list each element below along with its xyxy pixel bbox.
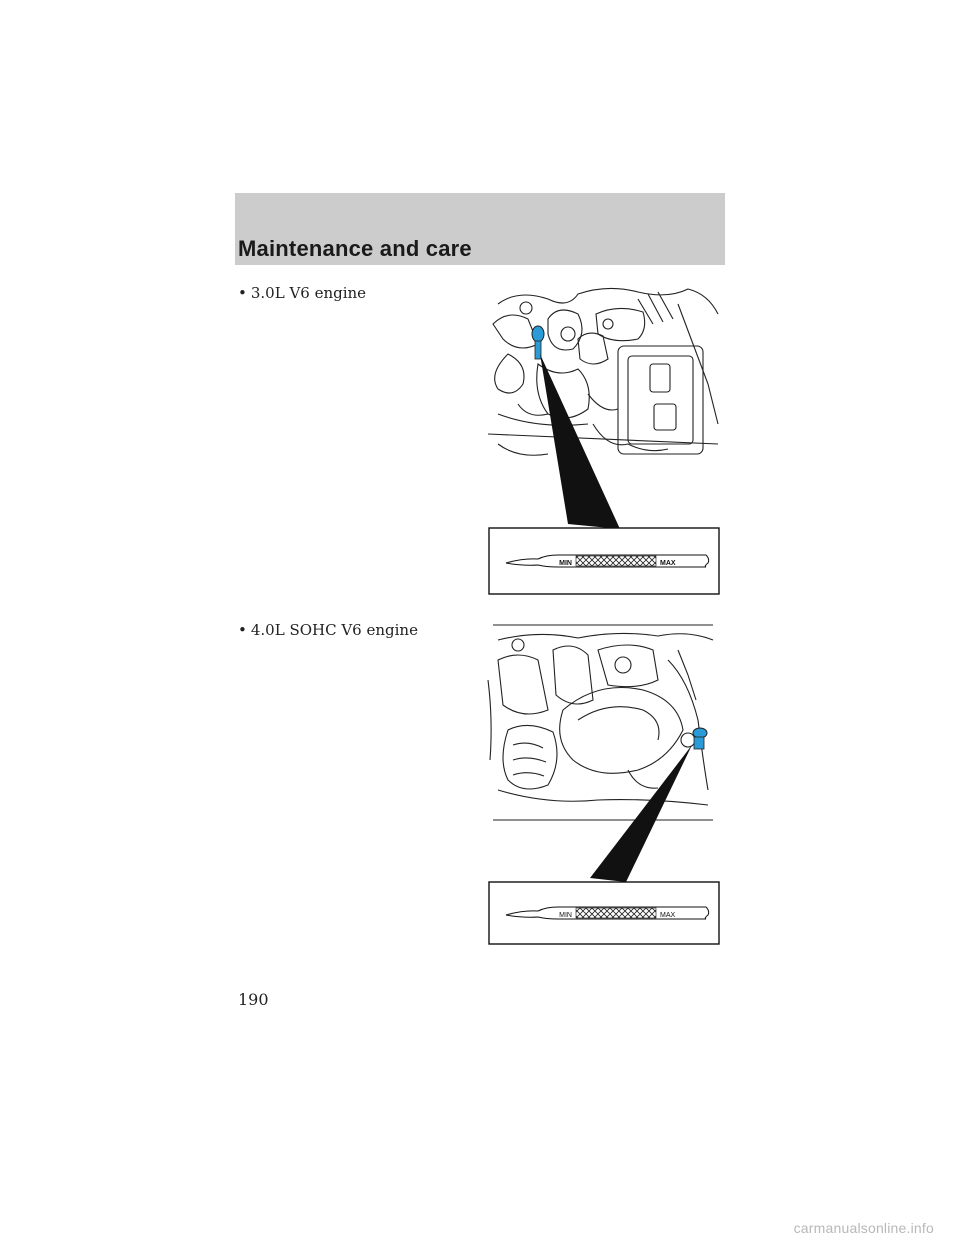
dipstick-min-label: MIN <box>559 912 572 919</box>
bullet-icon: • <box>238 621 247 639</box>
watermark-link[interactable]: carmanualsonline.info <box>793 1220 934 1236</box>
bullet-icon: • <box>238 284 247 302</box>
engine-line-art <box>488 625 713 820</box>
dipstick-tube-icon <box>535 341 541 359</box>
engine-illustration-3-0l <box>478 284 728 600</box>
bullet-item-4-0l-engine <box>238 621 418 639</box>
bullet-text: 4.0L SOHC V6 engine <box>250 621 418 639</box>
dipstick-min-label: MIN <box>559 560 572 567</box>
dipstick-tube-icon <box>694 737 704 749</box>
page-title: Maintenance and care <box>238 236 472 261</box>
bullet-item-3-0l-engine <box>238 284 366 302</box>
dipstick-handle-icon <box>532 326 544 342</box>
pointer-wedge-icon <box>590 745 692 882</box>
bullet-text: 3.0L V6 engine <box>250 284 367 302</box>
dipstick-max-label: MAX <box>660 560 676 567</box>
dipstick-hatch-area <box>576 908 656 918</box>
engine-line-art <box>488 288 718 455</box>
page-number: 190 <box>238 990 269 1009</box>
dipstick-max-label: MAX <box>660 912 676 919</box>
dipstick-hatch-area <box>576 556 656 566</box>
engine-illustration-4-0l-sohc <box>478 620 728 948</box>
dipstick-handle-icon <box>693 728 707 738</box>
pointer-wedge-icon <box>540 354 620 529</box>
